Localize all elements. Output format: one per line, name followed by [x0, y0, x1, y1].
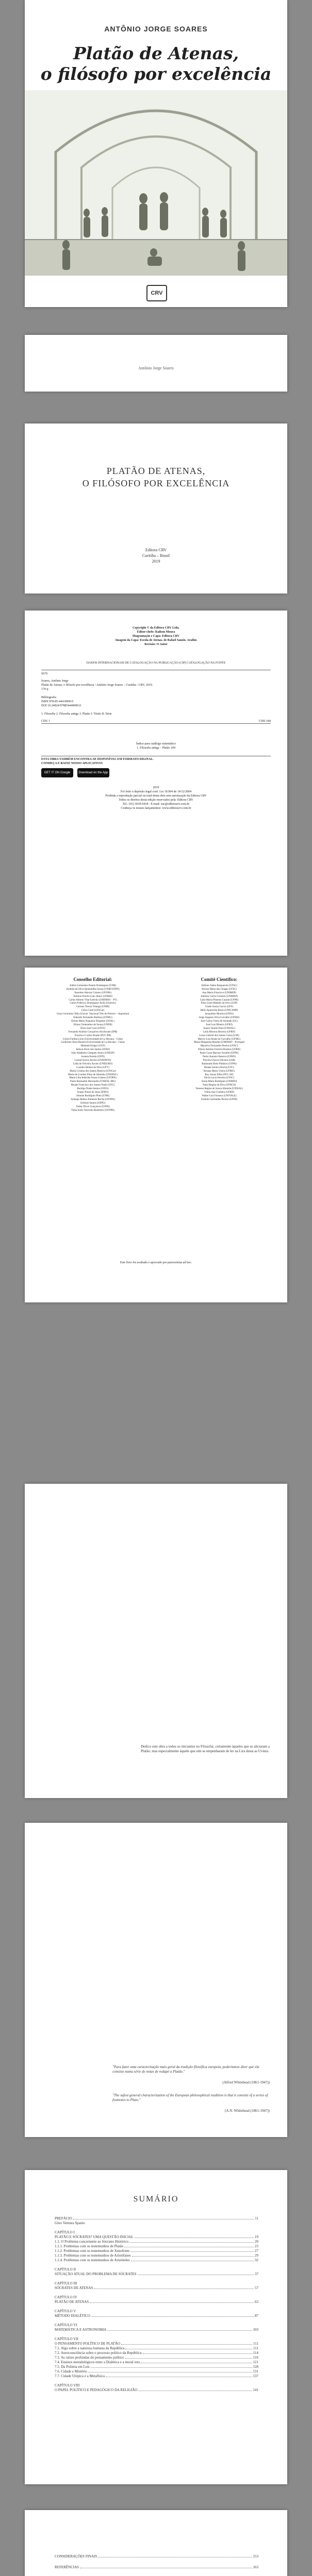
toc-entry[interactable]	[55, 2337, 258, 2342]
toc-spacer	[55, 2226, 258, 2230]
council-member: Jailson Alves dos Santos (UFRJ)	[76, 1048, 110, 1052]
toc-entry-label: Gino Ventura Spanio	[55, 2221, 85, 2225]
summary-title: SUMÁRIO	[133, 2195, 179, 2204]
toc-leader	[91, 2365, 252, 2368]
toc-entry[interactable]	[55, 2383, 258, 2388]
publication-year: 2019	[152, 559, 160, 564]
credit-line: Editor-chefe: Railson Moura	[137, 631, 175, 634]
epigraph-pt-source: (Alfred Whitehead (1861-1947))	[222, 2080, 270, 2084]
council-member: José Luiz Ribeiro (UFRJ)	[206, 1023, 233, 1026]
council-member: Cesar Gerónimo Tello (Univer .Nacional Três de Febrero – Argentina)	[56, 1013, 129, 1016]
toc-entry[interactable]	[55, 2342, 258, 2346]
toc-page-number: 29	[255, 2253, 258, 2258]
council-member: Anselmo Alencar Colares (UFOPA)	[74, 991, 111, 994]
toc-leader	[121, 2342, 252, 2345]
toc-leader	[94, 2286, 254, 2289]
council-member: Maria Margarida Mendes (UMINHO – Portugal)	[193, 1041, 245, 1044]
cover-page	[25, 0, 287, 307]
table-of-contents	[55, 2216, 258, 2393]
toc-entry[interactable]	[55, 2258, 258, 2263]
cip-line: Bibliografia	[41, 696, 56, 699]
toc-entry[interactable]	[55, 2360, 258, 2365]
title-page-title	[25, 465, 287, 489]
toc-leader	[132, 2253, 254, 2257]
editorial-council	[36, 978, 150, 1113]
council-member: Antônio Carlos Giuliani (UNIMEP)	[200, 995, 238, 998]
toc-leader	[73, 2216, 254, 2219]
council-member: Rodrigo Pratte-Santos (UFES)	[77, 1088, 109, 1091]
toc-page-number: 20	[255, 2240, 258, 2244]
council-member: Paulo Cesar Barroso Serafim (UFPA)	[200, 1052, 239, 1055]
council-member: Vilma Ana Coimbra (UFRN)	[204, 1091, 235, 1094]
council-member: Adilson Tadeu Basquerote (UFSC)	[201, 984, 237, 987]
toc-entry-label: O PENSAMENTO POLÍTICO DE PLATÃO	[55, 2342, 121, 2346]
toc-leader	[135, 2235, 254, 2238]
toc-entry-label: CAPÍTULO VI	[55, 2323, 77, 2327]
dedication-page	[25, 1484, 287, 1798]
credits-block	[25, 626, 287, 647]
toc-page-number: 141	[253, 2388, 258, 2392]
title-line1: PLATÃO DE ATENAS,	[106, 466, 206, 476]
summary-page-continued	[25, 2510, 287, 2576]
cover-title	[25, 43, 287, 84]
toc-page-number: 111	[253, 2346, 258, 2350]
council-member: Simone Rodrigues Pinto (UNB)	[76, 1095, 110, 1097]
cover-title-line2: o filósofo por excelência	[40, 64, 272, 84]
toc-entry[interactable]	[55, 2286, 258, 2291]
council-member: Zuleide Guimarães Pereira (UFPE)	[201, 1098, 238, 1101]
council-member: Paulo Romualdo Hernandes (UNIFAL-MG)	[70, 1080, 116, 1083]
toc-entry-label: O PAPEL POLÍTICO E PEDAGÓGICO DA RELIGIÃO	[55, 2388, 138, 2392]
council-member: Elizeu Clementino de Souza (UNEB)	[73, 1023, 112, 1026]
toc-entry[interactable]	[55, 2351, 258, 2355]
council-member: Renato Francisco dos Santos Paula (UFG)	[71, 1084, 115, 1087]
council-member: Ruy Souza Filho (PUC-SP)	[205, 1073, 234, 1076]
toc-entry-label: 7.2. Autoconsciência sobre o processo político da República	[55, 2351, 142, 2355]
toc-leader	[141, 2360, 252, 2363]
councils-page	[25, 968, 287, 1302]
cip-line: Platão de Atenas, o filósofo por excelência / Antônio Jorge Soares – Curitiba : CRV, 2019.	[41, 684, 153, 687]
council-member: Marcio Luiz Bunte de Carvalho (UFMG)	[198, 1038, 241, 1041]
epigraph-en: "The safest general characterization of the European philosophical tradition is that it consists of a series of footnotes to Plato."	[112, 2093, 268, 2102]
toc-entry[interactable]	[55, 2221, 258, 2226]
council-member: Raimundo Brito Pinheiro (UFPA)	[202, 1062, 237, 1065]
council-member: Leila Moreira Bezerra (UFRN)	[203, 1030, 236, 1033]
toc-leader	[138, 2388, 252, 2391]
title-page-imprint	[25, 547, 287, 564]
council-member: Renata Saraiva Rocha (UFC)	[204, 1066, 235, 1069]
toc-leader	[90, 2300, 254, 2303]
rights-line: Tel.: (41) 3039-6418 - E-mail: sac@editoracrv.com.br	[122, 803, 190, 806]
toc-spacer	[55, 2318, 258, 2323]
table-of-contents-continued	[55, 2554, 258, 2576]
toc-entry[interactable]	[55, 2235, 258, 2240]
credit-line: Imagem da Capa: Escola de Atenas, de Rafael Sanzio. Arafim	[115, 639, 197, 642]
council-member: Guillermo Arias Beatón (Universidade de La Havana – Cuba)	[61, 1041, 125, 1044]
store-badges	[41, 768, 144, 784]
toc-page-number: 57	[255, 2286, 258, 2290]
council-member: Sonia Maria Rodrigues (UNIRIO)	[201, 1080, 237, 1083]
toc-leader	[106, 2374, 252, 2377]
toc-leader	[143, 2351, 252, 2354]
toc-entry[interactable]	[55, 2369, 258, 2374]
toc-entry-label: 7.5. Da Politeia em Leis	[55, 2365, 90, 2369]
council-member: Juarez Varallo Pont (UNISAL)	[203, 1027, 235, 1030]
digital-format-block	[41, 756, 271, 766]
rights-block	[25, 786, 287, 810]
council-member: Gisele Souza Garcia (UFF)	[205, 1006, 234, 1009]
dedication-text: Dedico este obra a todos os iniciantes no Filosofar, certamente àqueles que se aliciaram a Platão; mas especialmente àquele que sim se empenharam de ler na Lira desta as Uvinta.	[141, 1744, 270, 1753]
council-member: Helmuth Krüger (UCP)	[80, 1045, 105, 1048]
toc-page-number: 137	[253, 2374, 258, 2378]
summary-page	[25, 2170, 287, 2484]
council-member: Silvia Lucia Ferreira (UFSC)	[204, 1077, 235, 1080]
toc-spacer	[55, 2379, 258, 2383]
epigraph-en-source: (A.N. Whitehead (1861-1947))	[225, 2109, 270, 2113]
council-member: Maria Cristina dos Santos Bezerra (UFSCar)	[70, 1070, 116, 1073]
council-member: Solange Helena Ximenes-Rocha (UFOPA)	[71, 1098, 115, 1101]
toc-entry[interactable]	[55, 2565, 258, 2570]
toc-entry[interactable]	[55, 2295, 258, 2300]
cip-block	[41, 670, 271, 724]
toc-spacer	[55, 2263, 258, 2267]
toc-entry[interactable]	[55, 2230, 258, 2235]
cip-line: DOI 10.24824/978854440000.0	[41, 704, 81, 707]
council-member: Ana Maria Francisco (UNIMEP)	[202, 991, 236, 994]
toc-entry-label: 7.6. Cidade e Mistério	[55, 2369, 87, 2374]
toc-leader	[138, 2272, 254, 2275]
council-member: Tania Suely Azevedo Brasileiro (UFOPA)	[71, 1109, 114, 1112]
council-member: Sydione Santos (UEPG)	[80, 1101, 106, 1105]
toc-entry-label: 1.1.3. Problemas com os testemunhos de Aristófanes	[55, 2253, 131, 2258]
council-member: Hélio Aparecido Rossi (UNICAMP)	[200, 1009, 238, 1012]
toc-page-number: 114	[253, 2351, 258, 2355]
toc-entry-label: PREFÁCIO	[55, 2216, 72, 2221]
toc-entry[interactable]	[55, 2272, 258, 2277]
toc-entry[interactable]	[55, 2300, 258, 2304]
rights-line: Proibida a reprodução parcial ou total desta obra sem autorização da Editora CRV	[105, 794, 207, 798]
toc-page-number: 111	[253, 2342, 258, 2346]
toc-page-number: 87	[255, 2314, 258, 2318]
cip-header: DADOS INTERNACIONAIS DE CATALOGAÇÃO NA PUBLICAÇÃO (CIP) CATALOGAÇÃO NA FONTE	[86, 662, 226, 665]
app-notice: CONHEÇA E BAIXE NOSSO APLICATIVO!	[41, 762, 103, 765]
toc-page-number: 63	[255, 2300, 258, 2304]
toc-entry[interactable]	[55, 2253, 258, 2258]
council-member: Maria de Lourdes Pinto de Almeida (UNOESC)	[68, 1073, 118, 1076]
toc-leader	[124, 2244, 254, 2247]
toc-entry-label: CAPÍTULO III	[55, 2281, 77, 2285]
council-member: Maria Lília Imbiriba Sousa Colares (UFOPA)	[69, 1077, 117, 1080]
council-member: Vanessa Regina de Souza Almeida (UNISAL)	[195, 1088, 243, 1091]
toc-entry-label: CAPÍTULO I	[55, 2230, 75, 2234]
toc-entry-label: PLATÃO E SÓCRATES? UMA QUESTÃO INICIAL	[55, 2235, 134, 2239]
toc-page-number: 37	[255, 2272, 258, 2276]
google-play-badge[interactable]: GET IT ON Google Play	[41, 768, 73, 777]
council-member: Maurício Fernandes Pereira (UFSC)	[200, 1045, 238, 1048]
toc-entry[interactable]	[55, 2267, 258, 2272]
toc-entry[interactable]	[55, 2244, 258, 2249]
toc-entry[interactable]	[55, 2346, 258, 2351]
council-member: Francisco Carlos Duarte (PUC-PR)	[74, 1034, 111, 1037]
toc-page-number: 116	[253, 2355, 258, 2360]
toc-leader	[91, 2314, 254, 2317]
toc-leader	[129, 2240, 254, 2243]
toc-entry-label: CONSIDERAÇÕES FINAIS	[55, 2554, 97, 2558]
toc-leader	[125, 2346, 252, 2349]
editorial-council-title: Conselho Editorial:	[73, 977, 112, 982]
toc-entry-label: 7.3. As raízes profundas do pensamento político	[55, 2355, 124, 2360]
toc-entry-label: MÉTODO DIALÉTICO	[55, 2314, 90, 2318]
rights-line: Conheça os nossos lançamentos: www.editoracrv.com.br	[121, 807, 191, 810]
publisher-city: Curitiba – Brasil	[142, 553, 170, 558]
toc-page-number: 163	[253, 2565, 258, 2569]
toc-entry[interactable]	[55, 2309, 258, 2314]
council-member: Jacqueline Moreira (UFES)	[205, 1013, 234, 1016]
cdd-code: CDD 184	[258, 720, 271, 723]
toc-entry[interactable]	[55, 2216, 258, 2221]
digital-format-notice: ESTA OBRA TAMBÉM ENCONTRA-SE DISPONÍVEL EM FORMATO DIGITAL.	[41, 758, 154, 761]
toc-page-number: 23	[255, 2244, 258, 2248]
cip-line: 170 p.	[41, 688, 49, 691]
council-member: Lourdes Helena da Silva (UFV)	[76, 1066, 109, 1069]
toc-entry-label: CAPÍTULO V	[55, 2309, 76, 2313]
toc-entry-label: CAPÍTULO VIII	[55, 2383, 80, 2387]
epigraph-pt: "Para fazer uma caracterização mais geral da tradição filosófica europeia, poderíamos dizer que ela consiste numa série de notas de rodapé a Platão."	[112, 2065, 259, 2074]
catalog-index-line: 1. Filosofia antiga – Platão 184	[137, 747, 175, 750]
council-member: Carlos Alberto Vilar Estêvão (UMINHO – PT)	[69, 998, 117, 1002]
council-member: Nilson Antônio Ferreira Roseira (UFRN)	[198, 1048, 241, 1052]
toc-leader	[107, 2328, 252, 2331]
copyright-page	[25, 611, 287, 956]
toc-spacer	[55, 2304, 258, 2309]
half-title-page	[25, 335, 287, 392]
toc-page-number: 153	[253, 2554, 258, 2558]
council-member: Rosana Maria Vieira (UFMG)	[203, 1070, 235, 1073]
cip-line: 1. Filosofia 2. Filosofia antiga 3. Platão I. Título II. Série	[41, 713, 112, 716]
toc-entry-label: CAPÍTULO II	[55, 2267, 76, 2272]
catalog-index-header: Índice para catálogo sistemático	[136, 742, 176, 745]
toc-entry-label: 7.7. Cidade Utópica e a Metafísica	[55, 2374, 105, 2378]
toc-entry[interactable]	[55, 2554, 258, 2559]
app-store-badge[interactable]: Download on the App Store	[77, 768, 109, 777]
toc-entry-label: CAPÍTULO IV	[55, 2295, 77, 2299]
council-member: Leonel Severo Rocha (UNISINOS)	[74, 1059, 111, 1062]
title-line2: O FILÓSOFO POR EXCELÊNCIA	[82, 478, 230, 488]
rights-line: Foi feito o depósito legal conf. Lei 10.994 de 14/12/2004	[120, 790, 192, 793]
toc-entry-label: 1.1. O Problema concernente ao Sócrates Histórico	[55, 2240, 129, 2244]
council-member: Pedro Antonio Bezerra (UFRN)	[203, 1056, 236, 1059]
toc-entry-label: 1.1.2. Problemas com os testemunhos de Xenofonte	[55, 2249, 130, 2253]
credit-line: Diagramação e Capa: Editora CRV	[132, 635, 180, 638]
catalog-index	[25, 742, 287, 750]
toc-leader	[131, 2258, 254, 2261]
toc-page-number: 128	[253, 2365, 258, 2369]
toc-page-number: 11	[255, 2216, 258, 2221]
peer-review-note: Este livro foi avaliado e aprovado por pareceristas ad hoc.	[120, 1261, 192, 1264]
toc-leader	[88, 2369, 252, 2372]
rights-year: 2019	[153, 786, 159, 789]
scientific-committee-title: Comitê Científico:	[201, 977, 238, 982]
publisher-logo: CRV	[146, 285, 167, 301]
toc-entry[interactable]	[55, 2365, 258, 2369]
toc-leader	[130, 2249, 254, 2252]
cip-line: ISBN 978-85-444-0000-0	[41, 700, 74, 703]
toc-entry-label: MATEMÁTICA E ASTRONOMIA	[55, 2328, 107, 2332]
council-member: Tadeu Oliver Gonçalves (UFPA)	[76, 1105, 110, 1108]
cip-line: S676	[41, 672, 48, 675]
classification-row	[41, 719, 271, 723]
council-member: José Carlos Vieira de Andrade (UC)	[201, 1020, 238, 1023]
credit-line: Revisão: O Autor	[144, 643, 168, 646]
toc-entry[interactable]	[55, 2355, 258, 2360]
toc-entry[interactable]	[55, 2314, 258, 2318]
council-member: Eduardo Fernandes Barbosa (UFMG)	[73, 1016, 112, 1020]
toc-page-number: 27	[255, 2249, 258, 2253]
toc-entry-label: 1.1.1. Problemas com os testemunhos de Platão	[55, 2244, 124, 2248]
council-member: Antônio Pereira Gaio Júnior (UFRRJ)	[73, 995, 113, 998]
toc-entry[interactable]	[55, 2281, 258, 2286]
council-member: Carlos Federico Dominguez Avila (Unieuro)	[70, 1002, 116, 1005]
toc-entry[interactable]	[55, 2374, 258, 2379]
toc-entry-label: PLATÃO DE ATENAS	[55, 2300, 89, 2304]
toc-spacer	[55, 2291, 258, 2295]
half-title-author: Antônio Jorge Soares	[138, 366, 174, 370]
credit-line: Copyright © da Editora CRV Ltda.	[133, 626, 179, 630]
council-member: Gloria Fariñas León (Universidade de La Havana – Cuba)	[62, 1038, 123, 1041]
toc-page-number: 103	[253, 2328, 258, 2332]
council-member: Afonso Maria das Chagas (UFSC)	[201, 988, 237, 991]
title-page	[25, 423, 287, 594]
cover-title-line1: Platão de Atenas,	[73, 43, 239, 63]
council-member: Lucas Gabriel dos Santos Costa (USP)	[199, 1034, 239, 1037]
council-member: Elione Maria Nogueira Diogenes (UFAL)	[71, 1020, 114, 1023]
toc-entry[interactable]	[55, 2323, 258, 2328]
council-member: Josania Portela (UFPI)	[81, 1056, 105, 1059]
toc-entry[interactable]	[55, 2388, 258, 2393]
council-member: Andréia da Silva Quintanilha Sousa (UNIR/UFRN)	[66, 988, 120, 991]
cover-author: ANTÔNIO JORGE SOARES	[104, 25, 208, 33]
epigraph-page	[25, 1823, 287, 2137]
council-member: Lídia de Oliveira Xavier (UNIEURO)	[73, 1062, 113, 1065]
council-member: Elisa Gemi Mendes da Silva (USP)	[201, 1002, 238, 1005]
toc-entry-label: 7.1. Algo sobre a natureza humana da República	[55, 2346, 125, 2350]
council-member: João Adalberto Campato Junior (UNESP)	[71, 1052, 114, 1055]
council-member: Celso Conti (UFSCar)	[81, 1009, 105, 1012]
toc-entry[interactable]	[55, 2249, 258, 2253]
toc-entry[interactable]	[55, 2328, 258, 2332]
toc-entry-label: 1.1.4. Problemas com os testemunhos de Aristóteles	[55, 2258, 130, 2262]
rights-line: Todos os direitos desta edição reservados pela: Editora CRV	[119, 799, 193, 802]
toc-entry-label: CAPÍTULO VII	[55, 2337, 78, 2341]
toc-leader	[125, 2355, 252, 2359]
scientific-committee	[162, 978, 276, 1102]
divider	[41, 723, 271, 724]
toc-entry-label: SITUAÇÃO ATUAL DO PROBLEMA DE SÓCRATES	[55, 2272, 137, 2276]
toc-spacer	[55, 2332, 258, 2337]
council-member: Jorge Augusto Silva Carvalho (UFMA)	[199, 1016, 240, 1020]
council-member: Tania Regina da Silva (UFRGS)	[202, 1084, 236, 1087]
council-member: Fernando Antônio Gonçalves Alcoforado (IPB)	[68, 1030, 118, 1033]
toc-page-number: 32	[255, 2258, 258, 2262]
cip-line: Soares, Antônio Jorge	[41, 680, 69, 683]
toc-spacer	[55, 2277, 258, 2281]
cover-illustration	[25, 90, 287, 276]
council-member: Carla Maria Pimenta Casada (UFPR)	[200, 998, 239, 1002]
council-member: Élsio José Corá (UFFS)	[80, 1027, 105, 1030]
council-member: Carmen Tereza Velanga (UNIR)	[76, 1006, 110, 1009]
toc-entry-label: SÓCRATES DE ATENAS	[55, 2286, 93, 2290]
toc-leader	[80, 2565, 252, 2568]
toc-entry-label: 7.4. Ensinos metodológicos entre a Dialética e a moral reta	[55, 2360, 140, 2364]
toc-page-number: 19	[255, 2235, 258, 2239]
council-member: Aldira Guimarães Duarte Domínguez (UNB)	[69, 984, 117, 987]
council-member: Priscila Chaves Oliveira (UnB)	[203, 1059, 236, 1062]
toc-page-number: 131	[253, 2369, 258, 2374]
council-member: Walter Luís Fonseca (UNIVALE)	[202, 1095, 237, 1097]
toc-page-number: 121	[253, 2360, 258, 2364]
toc-entry[interactable]	[55, 2240, 258, 2244]
publisher-name: Editora CRV	[145, 548, 167, 552]
toc-leader	[98, 2554, 252, 2557]
cdu-code: CDU 1	[41, 720, 51, 723]
council-member: Sergio Nunes de Jesus (IFRO)	[77, 1091, 109, 1094]
toc-entry-label: REFERÊNCIAS	[55, 2565, 79, 2569]
